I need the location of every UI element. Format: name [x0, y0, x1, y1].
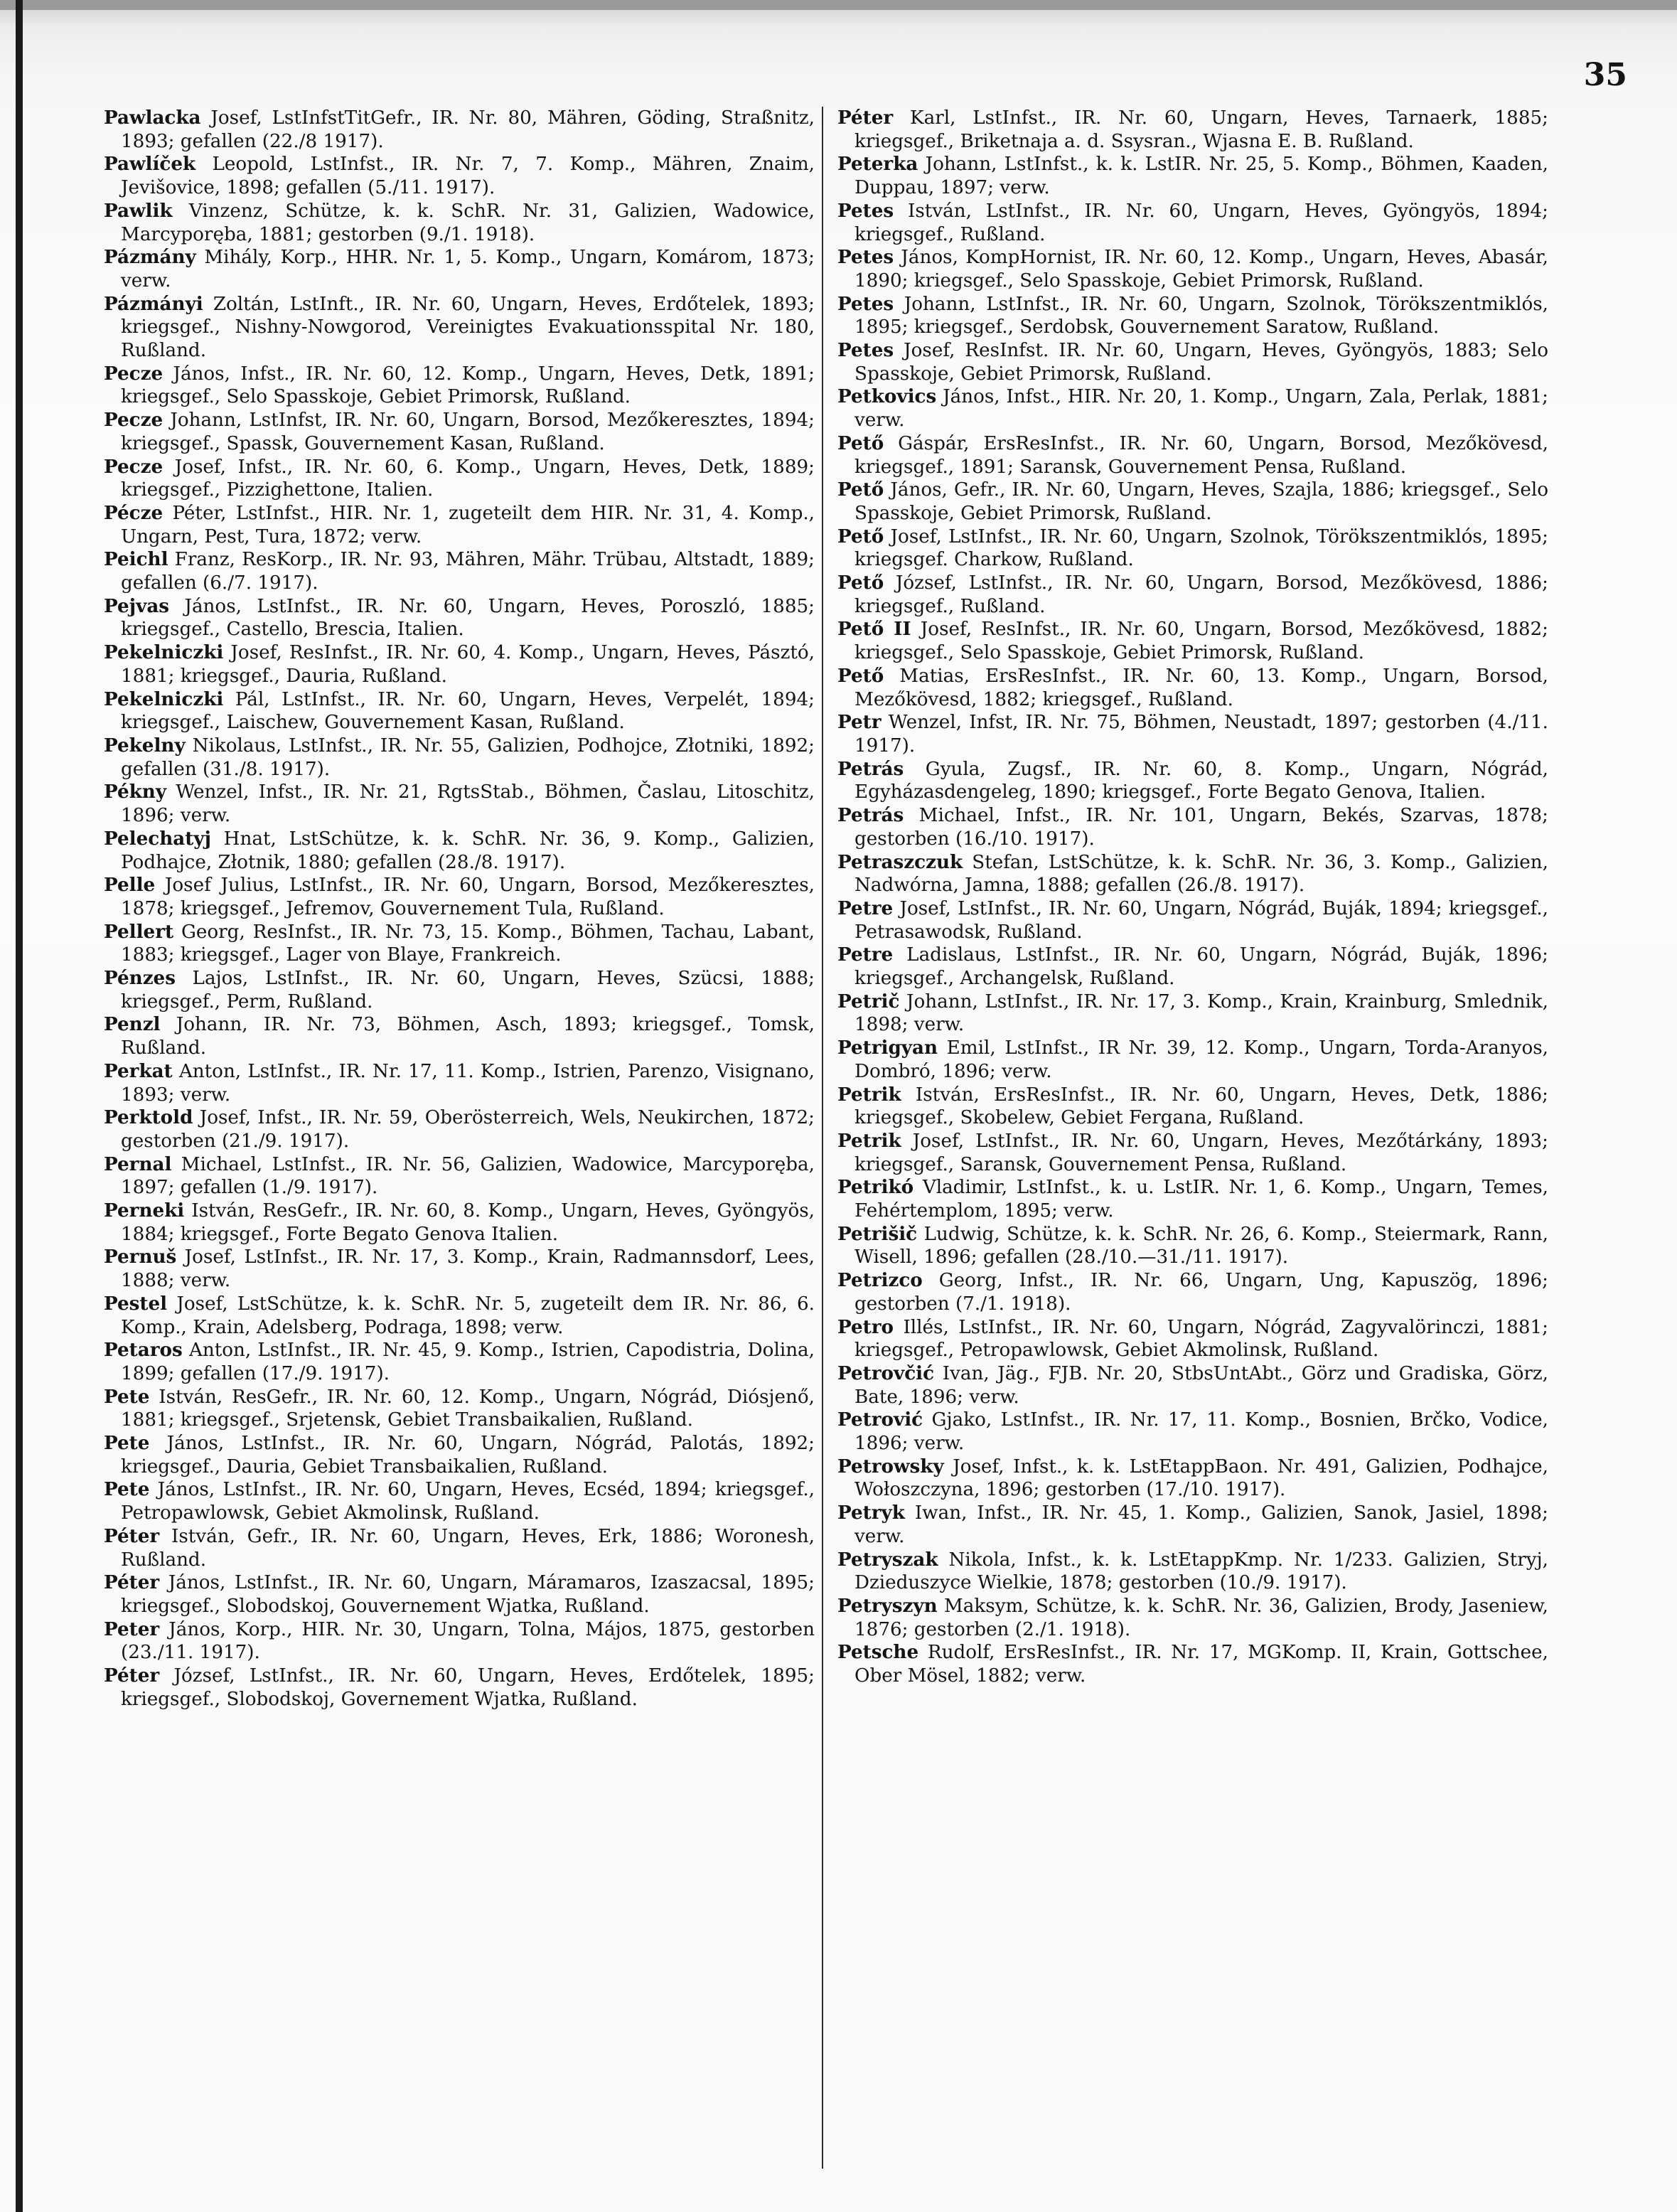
entry-details: Ladislaus, LstInfst., IR. Nr. 60, Ungarn, Nógrád, Buják, 1896; kriegsgef., Archangelsk, Rußland. [854, 944, 1548, 990]
casualty-entry [837, 1409, 1548, 1455]
entry-details: Rudolf, ErsResInfst., IR. Nr. 17, MGKomp. II, Krain, Gottschee, Ober Mösel, 1882; verw. [854, 1642, 1548, 1687]
casualty-entry [837, 153, 1548, 199]
entry-details: Stefan, LstSchütze, k. k. SchR. Nr. 36, 3. Komp., Galizien, Nadwórna, Jamna, 1888; gefallen (26./8. 1917). [854, 851, 1548, 897]
entry-surname: Pécze [104, 501, 164, 524]
entry-details: Georg, ResInfst., IR. Nr. 73, 15. Komp., Böhmen, Tachau, Labant, 1883; kriegsgef., Lager von Blaye, Frankreich. [121, 921, 815, 966]
casualty-entry [104, 153, 815, 199]
entry-details: János, KompHornist, IR. Nr. 60, 12. Komp., Ungarn, Heves, Abasár, 1890; kriegsgef., Selo Spasskoje, Gebiet Primorsk, Rußland. [854, 247, 1548, 292]
entry-surname: Petsche [837, 1641, 919, 1664]
entry-details: Matias, ErsResInfst., IR. Nr. 60, 13. Komp., Ungarn, Borsod, Mezőkövesd, 1882; kriegsgef., Rußland. [854, 665, 1548, 710]
casualty-entry [104, 1665, 815, 1711]
entry-details: Gjako, LstInfst., IR. Nr. 17, 11. Komp., Bosnien, Brčko, Vodice, 1896; verw. [854, 1409, 1548, 1455]
casualty-entry [104, 1478, 815, 1524]
entry-surname: Petes [837, 292, 894, 315]
casualty-entry [104, 1153, 815, 1199]
entry-surname: Péter [104, 1571, 160, 1594]
entry-details: Johann, LstInfst., k. k. LstIR. Nr. 25, 5. Komp., Böhmen, Kaaden, Duppau, 1897; verw. [854, 154, 1548, 199]
entry-details: Michael, LstInfst., IR. Nr. 56, Galizien, Wadowice, Marcyporęba, 1897; gefallen (1./9. 1917). [121, 1153, 815, 1199]
entry-surname: Pető [837, 432, 884, 454]
casualty-entry [104, 246, 815, 292]
entry-details: Iwan, Infst., IR. Nr. 45, 1. Komp., Galizien, Sanok, Jasiel, 1898; verw. [854, 1502, 1548, 1547]
entry-surname: Petrás [837, 804, 904, 827]
casualty-entry [837, 1084, 1548, 1130]
casualty-entry [104, 641, 815, 688]
entry-details: István, ErsResInfst., IR. Nr. 60, Ungarn, Heves, Detk, 1886; kriegsgef., Skobelew, Gebiet Fergana, Rußland. [854, 1084, 1548, 1129]
entry-details: József, LstInfst., IR. Nr. 60, Ungarn, Borsod, Mezőkövesd, 1886; kriegsgef., Rußland. [854, 572, 1548, 617]
entry-surname: Peterka [837, 153, 918, 176]
entry-surname: Petes [837, 339, 894, 362]
entry-surname: Péter [104, 1665, 160, 1687]
entry-surname: Petrikó [837, 1176, 914, 1199]
entry-details: János, Korp., HIR. Nr. 30, Ungarn, Tolna, Májos, 1875, gestorben (23./11. 1917). [121, 1618, 815, 1664]
casualty-entry [837, 990, 1548, 1037]
entry-surname: Pető [837, 664, 884, 687]
entry-details: Josef, LstInfst., IR. Nr. 60, Ungarn, Szolnok, Törökszentmiklós, 1895; kriegsgef. Charkow, Rußland. [854, 525, 1548, 571]
entry-details: Johann, LstInfst., IR. Nr. 17, 3. Komp., Krain, Krainburg, Smlednik, 1898; verw. [854, 990, 1548, 1036]
entry-surname: Pető II [837, 618, 911, 641]
casualty-entry [837, 339, 1548, 385]
casualty-entry [837, 1130, 1548, 1176]
entry-details: Péter, LstInfst., HIR. Nr. 1, zugeteilt dem HIR. Nr. 31, 4. Komp., Ungarn, Pest, Tura, 1872; verw. [121, 502, 815, 547]
casualty-entry [104, 874, 815, 920]
entry-details: Josef, LstSchütze, k. k. SchR. Nr. 5, zugeteilt dem IR. Nr. 86, 6. Komp., Krain, Adelsberg, Podraga, 1898; verw. [121, 1293, 815, 1338]
entry-details: Nikola, Infst., k. k. LstEtappKmp. Nr. 1/233. Galizien, Stryj, Dzieduszyce Wielkie, 1878; gestorben (10./9. 1917). [854, 1549, 1548, 1594]
casualty-entry [837, 200, 1548, 246]
entry-surname: Pawlíček [104, 153, 196, 176]
casualty-entry [104, 734, 815, 781]
entry-surname: Penzl [104, 1013, 161, 1036]
entry-surname: Pető [837, 479, 884, 501]
entry-surname: Pecze [104, 455, 164, 478]
entry-details: Josef, LstInfstTitGefr., IR. Nr. 80, Mähren, Göding, Straßnitz, 1893; gefallen (22./8 1917). [121, 107, 815, 152]
entry-surname: Petrowsky [837, 1455, 944, 1478]
entry-surname: Perkat [104, 1059, 173, 1082]
casualty-entry [837, 432, 1548, 479]
casualty-entry [837, 1316, 1548, 1362]
entry-surname: Pernuš [104, 1246, 177, 1268]
entry-details: Ivan, Jäg., FJB. Nr. 20, StbsUntAbt., Görz und Gradiska, Görz, Bate, 1896; verw. [854, 1362, 1548, 1408]
entry-details: József, LstInfst., IR. Nr. 60, Ungarn, Heves, Erdőtelek, 1895; kriegsgef., Slobodskoj, Governement Wjatka, Rußland. [121, 1665, 815, 1710]
casualty-entry [837, 851, 1548, 897]
casualty-entry [104, 967, 815, 1013]
entry-surname: Pecze [104, 409, 164, 432]
entry-surname: Petre [837, 897, 894, 919]
entry-surname: Pénzes [104, 967, 176, 990]
entry-surname: Pázmányi [104, 292, 203, 315]
entry-details: Anton, LstInfst., IR. Nr. 45, 9. Komp., Istrien, Capodistria, Dolina, 1899; gefallen (17./9. 1917). [121, 1340, 815, 1384]
casualty-entry [837, 1269, 1548, 1315]
page-number: 35 [1583, 57, 1627, 93]
entry-surname: Pete [104, 1432, 150, 1455]
entry-details: Josef, LstInfst., IR. Nr. 60, Ungarn, Nógrád, Buják, 1894; kriegsgef., Petrasawodsk, Rußland. [854, 897, 1548, 943]
entry-surname: Petrik [837, 1129, 901, 1152]
entry-surname: Petkovics [837, 385, 937, 408]
entry-details: Maksym, Schütze, k. k. SchR. Nr. 36, Galizien, Brody, Jaseniew, 1876; gestorben (2./1. 1918). [854, 1596, 1548, 1640]
entry-surname: Pejvas [104, 594, 170, 617]
casualty-entry [104, 1571, 815, 1618]
casualty-entry [837, 293, 1548, 339]
entry-details: Josef, ResInfst. IR. Nr. 60, Ungarn, Heves, Gyöngyös, 1883; Selo Spasskoje, Gebiet Primorsk, Rußland. [854, 340, 1548, 385]
casualty-entry [104, 1106, 815, 1153]
left-column [104, 107, 815, 1711]
casualty-entry [837, 758, 1548, 804]
entry-details: János, LstInfst., IR. Nr. 60, Ungarn, Heves, Ecséd, 1894; kriegsgef., Petropawlowsk, Gebiet Akmolinsk, Rußland. [121, 1479, 815, 1524]
entry-surname: Petes [837, 246, 894, 269]
entry-details: Ludwig, Schütze, k. k. SchR. Nr. 26, 6. Komp., Steiermark, Rann, Wisell, 1896; gefallen (28./10.—31./11. 1917). [854, 1223, 1548, 1268]
entry-details: János, Infst., HIR. Nr. 20, 1. Komp., Ungarn, Zala, Perlak, 1881; verw. [854, 386, 1548, 432]
entry-surname: Pestel [104, 1292, 168, 1315]
entry-surname: Petes [837, 199, 894, 222]
entry-details: István, LstInfst., IR. Nr. 60, Ungarn, Heves, Gyöngyös, 1894; kriegsgef., Rußland. [854, 200, 1548, 245]
entry-surname: Petaros [104, 1339, 183, 1362]
entry-surname: Petraszczuk [837, 850, 963, 873]
entry-details: Johann, LstInfst, IR. Nr. 60, Ungarn, Borsod, Mezőkeresztes, 1894; kriegsgef., Spassk, Gouvernement Kasan, Rußland. [121, 410, 815, 454]
casualty-entry [837, 246, 1548, 292]
entry-details: Mihály, Korp., HHR. Nr. 1, 5. Komp., Ungarn, Komárom, 1873; verw. [121, 247, 815, 292]
scan-top-edge [0, 0, 1677, 10]
casualty-entry [837, 572, 1548, 618]
entry-details: Wenzel, Infst., IR. Nr. 21, RgtsStab., Böhmen, Časlau, Litoschitz, 1896; verw. [121, 781, 815, 827]
entry-details: Hnat, LstSchütze, k. k. SchR. Nr. 36, 9. Komp., Galizien, Podhajce, Złotnik, 1880; gefallen (28./8. 1917). [121, 828, 815, 873]
entry-surname: Pekelniczki [104, 641, 224, 664]
entry-surname: Petryk [837, 1502, 905, 1524]
entry-details: István, ResGefr., IR. Nr. 60, 12. Komp., Ungarn, Nógrád, Diósjenő, 1881; kriegsgef., Srjetensk, Gebiet Transbaikalien, Rußland. [121, 1386, 815, 1431]
entry-surname: Perneki [104, 1199, 185, 1222]
entry-details: Leopold, LstInfst., IR. Nr. 7, 7. Komp., Mähren, Znaim, Jevišovice, 1898; gefallen (5./11. 1917). [121, 154, 815, 199]
casualty-entry [104, 1525, 815, 1571]
entry-details: Josef, LstInfst., IR. Nr. 60, Ungarn, Heves, Mezőtárkány, 1893; kriegsgef., Saransk, Gouvernement Pensa, Rußland. [854, 1130, 1548, 1175]
entry-details: Josef, ResInfst., IR. Nr. 60, Ungarn, Borsod, Mezőkövesd, 1882; kriegsgef., Selo Spasskoje, Gebiet Primorsk, Rußland. [854, 619, 1548, 664]
casualty-entry [837, 944, 1548, 990]
casualty-entry [104, 107, 815, 153]
casualty-entry [104, 781, 815, 827]
casualty-entry [837, 1502, 1548, 1548]
entry-details: Franz, ResKorp., IR. Nr. 93, Mähren, Mähr. Trübau, Altstadt, 1889; gefallen (6./7. 1917). [121, 549, 815, 594]
entry-surname: Petr [837, 711, 882, 734]
entry-details: Josef, LstInfst., IR. Nr. 17, 3. Komp., Krain, Radmannsdorf, Lees, 1888; verw. [121, 1246, 815, 1292]
entry-surname: Petrovčić [837, 1362, 935, 1384]
entry-details: Zoltán, LstInft., IR. Nr. 60, Ungarn, Heves, Erdőtelek, 1893; kriegsgef., Nishny-Nowgorod, Vereinigtes Evakuationsspital Nr. 180, Rußland. [121, 293, 815, 362]
entry-details: Josef, ResInfst., IR. Nr. 60, 4. Komp., Ungarn, Heves, Pásztó, 1881; kriegsgef., Dauria, Rußland. [121, 642, 815, 687]
casualty-entry [104, 1246, 815, 1292]
entry-surname: Péter [104, 1524, 160, 1547]
entry-surname: Pelle [104, 874, 156, 897]
entry-surname: Petryszyn [837, 1595, 938, 1617]
entry-surname: Pázmány [104, 246, 196, 269]
entry-surname: Pető [837, 572, 884, 594]
entry-surname: Pernal [104, 1153, 172, 1175]
entry-details: Anton, LstInfst., IR. Nr. 17, 11. Komp., Istrien, Parenzo, Visignano, 1893; verw. [121, 1060, 815, 1106]
casualty-entry [104, 502, 815, 548]
entry-details: Josef Julius, LstInfst., IR. Nr. 60, Ungarn, Borsod, Mezőkeresztes, 1878; kriegsgef., Jefremov, Gouvernement Tula, Rußland. [121, 875, 815, 919]
casualty-entry [104, 456, 815, 502]
right-column [837, 107, 1548, 1688]
casualty-entry [104, 1060, 815, 1106]
entry-surname: Peichl [104, 548, 168, 571]
casualty-entry [104, 200, 815, 246]
entry-surname: Pecze [104, 362, 164, 385]
entry-surname: Petrič [837, 990, 900, 1013]
casualty-entry [837, 1223, 1548, 1269]
casualty-entry [837, 1176, 1548, 1222]
casualty-entry [837, 1455, 1548, 1502]
casualty-entry [104, 548, 815, 594]
entry-surname: Petryszak [837, 1548, 938, 1571]
casualty-entry [837, 1037, 1548, 1083]
casualty-entry [837, 665, 1548, 711]
entry-surname: Petrás [837, 757, 904, 780]
entry-surname: Petrizco [837, 1269, 923, 1292]
casualty-entry [104, 409, 815, 455]
entry-details: Josef, Infst., IR. Nr. 60, 6. Komp., Ungarn, Heves, Detk, 1889; kriegsgef., Pizzighettone, Italien. [121, 456, 815, 501]
entry-surname: Pekelny [104, 734, 186, 757]
casualty-entry [837, 385, 1548, 432]
entry-details: István, Gefr., IR. Nr. 60, Ungarn, Heves, Erk, 1886; Woronesh, Rußland. [121, 1525, 815, 1571]
entry-surname: Pekelniczki [104, 688, 224, 710]
entry-details: Lajos, LstInfst., IR. Nr. 60, Ungarn, Heves, Szücsi, 1888; kriegsgef., Perm, Rußland. [121, 968, 815, 1013]
casualty-entry [837, 711, 1548, 757]
casualty-entry [837, 107, 1548, 153]
casualty-entry [104, 293, 815, 363]
entry-details: Illés, LstInfst., IR. Nr. 60, Ungarn, Nógrád, Zagyvalörinczi, 1881; kriegsgef., Petropawlowsk, Gebiet Akmolinsk, Rußland. [854, 1316, 1548, 1362]
entry-details: Johann, LstInfst., IR. Nr. 60, Ungarn, Szolnok, Törökszentmiklós, 1895; kriegsgef., Serdobsk, Gouvernement Saratow, Rußland. [854, 293, 1548, 338]
entry-surname: Petrović [837, 1409, 923, 1431]
casualty-entry [104, 1293, 815, 1339]
column-divider [822, 107, 823, 2169]
casualty-entry [104, 1386, 815, 1432]
casualty-entry [837, 479, 1548, 525]
entry-details: Georg, Infst., IR. Nr. 66, Ungarn, Ung, Kapuszög, 1896; gestorben (7./1. 1918). [854, 1270, 1548, 1315]
entry-details: Karl, LstInfst., IR. Nr. 60, Ungarn, Heves, Tarnaerk, 1885; kriegsgef., Briketnaja a. d. Ssysran., Wjasna E. B. Rußland. [854, 107, 1548, 152]
casualty-entry [837, 1641, 1548, 1687]
casualty-entry [104, 1199, 815, 1246]
entry-surname: Pete [104, 1478, 150, 1501]
casualty-entry [104, 595, 815, 641]
entry-details: János, LstInfst., IR. Nr. 60, Ungarn, Heves, Poroszló, 1885; kriegsgef., Castello, Brescia, Italien. [121, 595, 815, 641]
casualty-entry [104, 828, 815, 874]
casualty-entry [837, 1595, 1548, 1641]
entry-surname: Petro [837, 1315, 894, 1338]
casualty-entry [837, 1362, 1548, 1409]
entry-details: Vladimir, LstInfst., k. u. LstIR. Nr. 1, 6. Komp., Ungarn, Temes, Fehértemplom, 1895; verw. [854, 1177, 1548, 1222]
casualty-entry [837, 618, 1548, 664]
entry-details: Gyula, Zugsf., IR. Nr. 60, 8. Komp., Ungarn, Nógrád, Egyházasdengeleg, 1890; kriegsgef., Forte Begato Genova, Italien. [854, 758, 1548, 803]
entry-surname: Pete [104, 1385, 150, 1408]
entry-surname: Pawlik [104, 199, 173, 222]
entry-details: János, LstInfst., IR. Nr. 60, Ungarn, Nógrád, Palotás, 1892; kriegsgef., Dauria, Gebiet Transbaikalien, Rußland. [121, 1433, 815, 1478]
entry-surname: Pelechatyj [104, 827, 211, 850]
entry-details: István, ResGefr., IR. Nr. 60, 8. Komp., Ungarn, Heves, Gyöngyös, 1884; kriegsgef., Forte Begato Genova Italien. [121, 1200, 815, 1245]
entry-details: János, Gefr., IR. Nr. 60, Ungarn, Heves, Szajla, 1886; kriegsgef., Selo Spasskoje, Gebiet Primorsk, Rußland. [854, 479, 1548, 524]
entry-details: János, LstInfst., IR. Nr. 60, Ungarn, Máramaros, Izaszacsal, 1895; kriegsgef., Slobodskoj, Gouvernement Wjatka, Rußland. [121, 1572, 815, 1617]
scan-left-edge [16, 0, 23, 2212]
entry-details: Josef, Infst., IR. Nr. 59, Oberösterreich, Wels, Neukirchen, 1872; gestorben (21./9. 1917). [121, 1107, 815, 1152]
casualty-entry [104, 1618, 815, 1665]
entry-details: Emil, LstInfst., IR Nr. 39, 12. Komp., Ungarn, Torda-Aranyos, Dombró, 1896; verw. [854, 1037, 1548, 1082]
casualty-entry [837, 525, 1548, 572]
entry-surname: Pékny [104, 781, 167, 803]
entry-surname: Petre [837, 944, 894, 966]
casualty-entry [837, 897, 1548, 944]
entry-details: Michael, Infst., IR. Nr. 101, Ungarn, Bekés, Szarvas, 1878; gestorben (16./10. 1917). [854, 805, 1548, 850]
casualty-entry [104, 1013, 815, 1059]
entry-details: János, Infst., IR. Nr. 60, 12. Komp., Ungarn, Heves, Detk, 1891; kriegsgef., Selo Spasskoje, Gebiet Primorsk, Rußland. [121, 363, 815, 408]
entry-surname: Peter [104, 1618, 160, 1640]
casualty-entry [837, 1549, 1548, 1595]
entry-surname: Pető [837, 525, 884, 547]
entry-surname: Petrik [837, 1083, 901, 1106]
entry-details: Gáspár, ErsResInfst., IR. Nr. 60, Ungarn, Borsod, Mezőkövesd, kriegsgef., 1891; Saransk, Gouvernement Pensa, Rußland. [854, 432, 1548, 478]
casualty-entry [104, 1432, 815, 1478]
entry-surname: Pawlacka [104, 107, 201, 129]
entry-surname: Péter [837, 107, 894, 129]
entry-details: Vinzenz, Schütze, k. k. SchR. Nr. 31, Galizien, Wadowice, Marcyporęba, 1881; gestorben (9./1. 1918). [121, 200, 815, 245]
entry-details: Johann, IR. Nr. 73, Böhmen, Asch, 1893; kriegsgef., Tomsk, Rußland. [121, 1014, 815, 1059]
casualty-entry [837, 804, 1548, 850]
entry-details: Josef, Infst., k. k. LstEtappBaon. Nr. 491, Galizien, Podhajce, Wołoszczyna, 1896; gestorben (17./10. 1917). [854, 1455, 1548, 1501]
entry-details: Pál, LstInfst., IR. Nr. 60, Ungarn, Heves, Verpelét, 1894; kriegsgef., Laischew, Gouvernement Kasan, Rußland. [121, 688, 815, 734]
entry-details: Wenzel, Infst, IR. Nr. 75, Böhmen, Neustadt, 1897; gestorben (4./11. 1917). [854, 712, 1548, 757]
entry-surname: Perktold [104, 1106, 193, 1129]
entry-surname: Petrigyan [837, 1037, 938, 1059]
entry-surname: Petrišič [837, 1222, 918, 1245]
entry-surname: Pellert [104, 920, 174, 943]
casualty-entry [104, 363, 815, 409]
casualty-entry [104, 688, 815, 734]
entry-details: Nikolaus, LstInfst., IR. Nr. 55, Galizien, Podhojce, Złotniki, 1892; gefallen (31./8. 1917). [121, 734, 815, 780]
casualty-entry [104, 1339, 815, 1385]
casualty-entry [104, 921, 815, 967]
